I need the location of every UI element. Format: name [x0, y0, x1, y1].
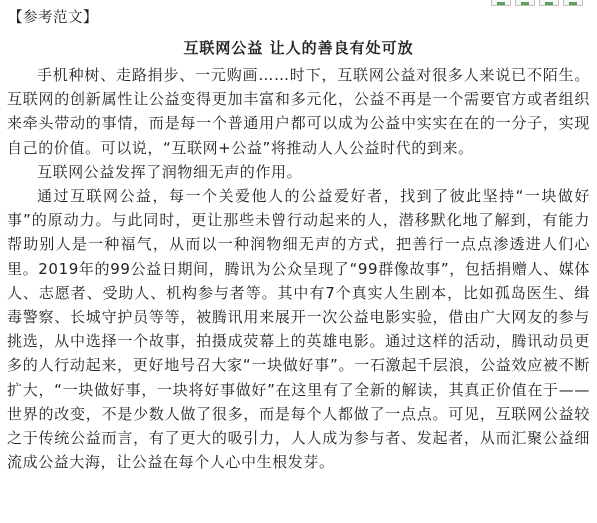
section-label: 【参考范文】: [8, 10, 98, 26]
paragraph-intro: 手机种树、走路捐步、一元购画……时下，互联网公益对很多人来说已不陌生。互联网的创新属性让公益变得更加丰富和多元化，公益不再是一个需要官方或者组织来牵头带动的事情，而是每一个普通用户都可以成为公益中实实在在的一分子，实现自己的价值。可以说，“互联网+公益”将推动人人公益时代的到来。: [7, 66, 590, 157]
copy-icon[interactable]: [491, 0, 511, 6]
article-title: 互联网公益 让人的善良有处可放: [183, 39, 414, 57]
paragraph-thesis: 互联网公益发挥了润物细无声的作用。: [37, 162, 303, 181]
paragraph-body: 通过互联网公益，每一个关爱他人的公益爱好者，找到了彼此坚持“一块做好事”的原动力。与此同时，更让那些未曾行动起来的人，潜移默化地了解到，有能力帮助别人是一种福气，从而以一种润物细无声的方式，把善行一点点渗透进人们心里。2019年的99公益日期间，腾讯为公众呈现了“99群像故事”，包括捐赠人、媒体人、志愿者、受助人、机构参与者等。其中有7个真实人生剧本，比如孤岛医生、缉毒警察、长城守护员等等，被腾讯用来展开一次公益电影实验，借由广大网友的参与挑选，从中选择一个故事，拍摄成荧幕上的英雄电影。通过这样的活动，腾讯动员更多的人行动起来，更好地号召大家“一块做好事”。一石激起千层浪，公益效应被不断扩大，“一块做好事，一块将好事做好”在这里有了全新的解读，其真正价值在于——世界的改变，不是少数人做了很多，而是每个人都做了一点点。可见，互联网公益较之于传统公益而言，有了更大的吸引力，人人成为参与者、发起者，从而汇聚公益细流成公益大海，让公益在每个人心中生根发芽。: [7, 187, 590, 472]
save-icon[interactable]: [539, 0, 559, 6]
share-icon[interactable]: [563, 0, 583, 6]
edit-icon[interactable]: [515, 0, 535, 6]
top-toolbar: [491, 0, 583, 6]
document-body: [7, 8, 590, 474]
